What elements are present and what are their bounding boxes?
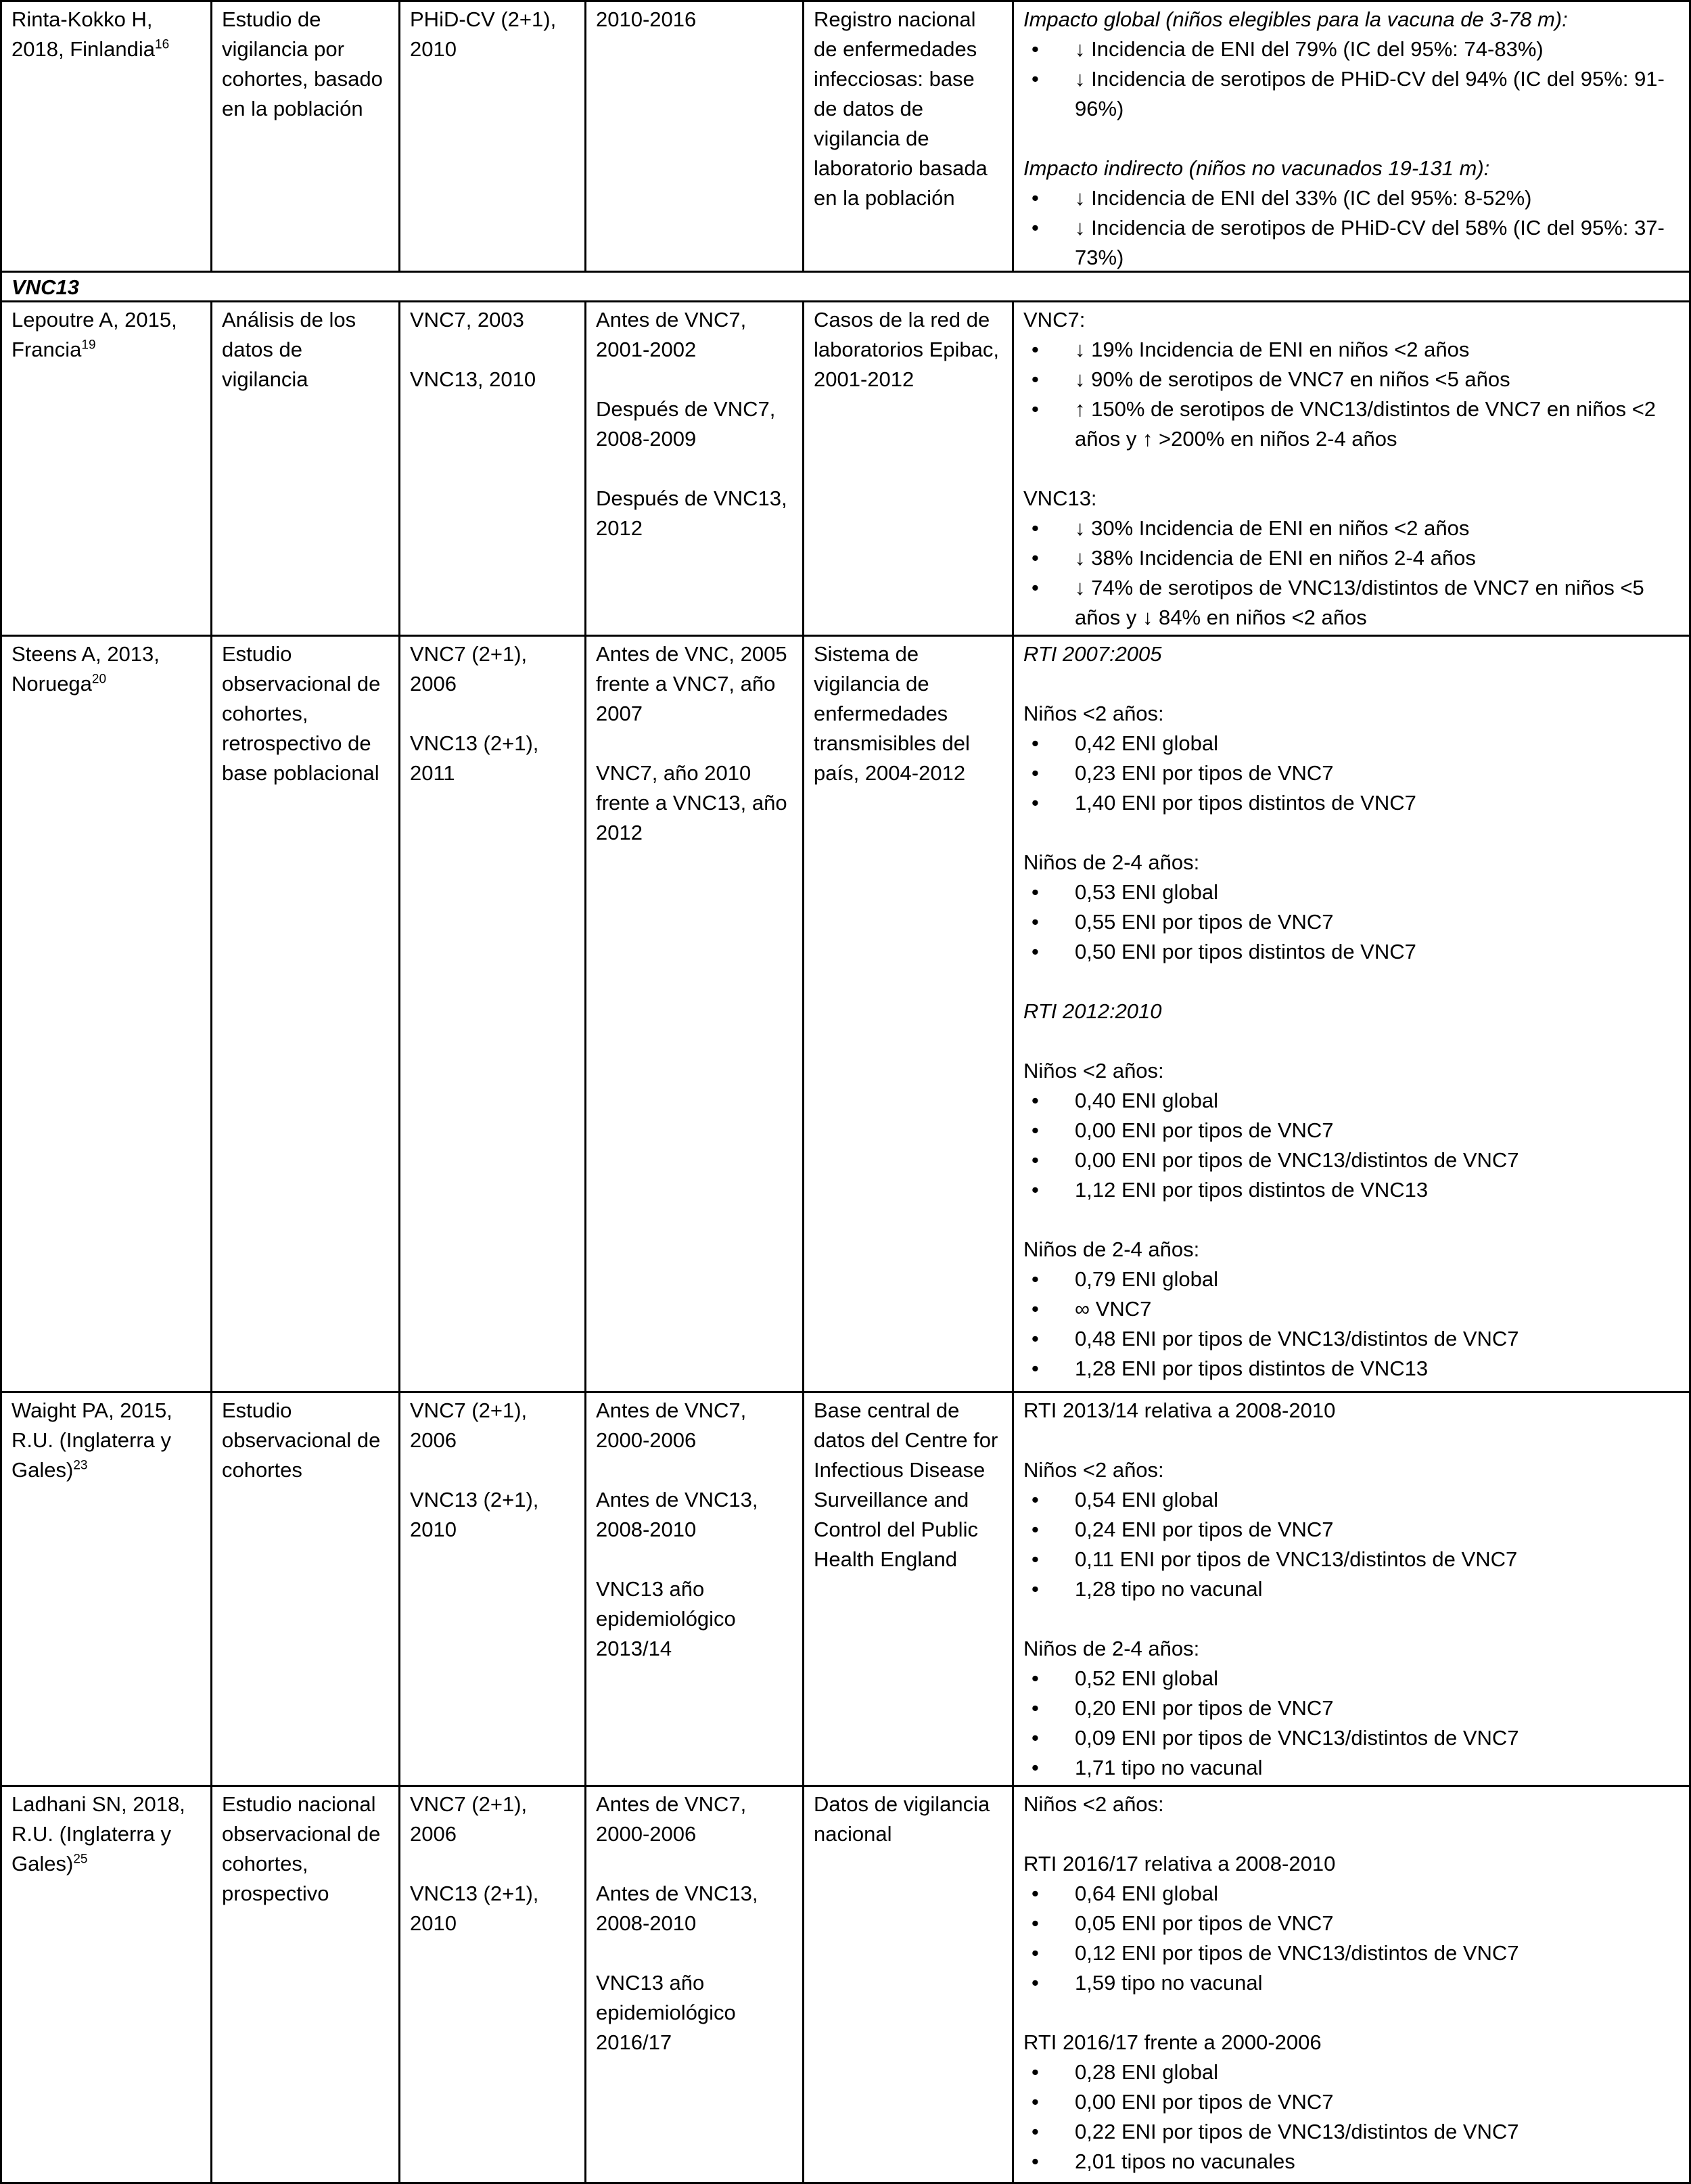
source-cell: Sistema de vigilancia de enfermedades transmisibles del país, 2004-2012 xyxy=(802,637,1012,1391)
list-item: • ↓ 90% de serotipos de VNC7 en niños <5 años xyxy=(1023,365,1680,394)
list-item: • ↓ Incidencia de serotipos de PHiD-CV del 58% (IC del 95%: 37-73%) xyxy=(1023,213,1680,271)
list-item: • 0,64 ENI global xyxy=(1023,1879,1680,1909)
list-item: • ↓ 19% Incidencia de ENI en niños <2 años xyxy=(1023,335,1680,365)
list-item: • 1,28 tipo no vacunal xyxy=(1023,1574,1680,1604)
list-item: • 0,11 ENI por tipos de VNC13/distintos de VNC7 xyxy=(1023,1545,1680,1574)
list-item: • 0,42 ENI global xyxy=(1023,729,1680,758)
list-item: • ↓ 38% Incidencia de ENI en niños 2-4 años xyxy=(1023,543,1680,573)
study-cell: Rinta-Kokko H, 2018, Finlandia$^{16}$ xyxy=(0,2,210,271)
vaccine-cell: PHiD-CV (2+1), 2010 xyxy=(398,2,584,271)
list-item: • 0,20 ENI por tipos de VNC7 xyxy=(1023,1693,1680,1723)
source-cell: Base central de datos del Centre for Infectious Disease Surveillance and Control del Public Health England xyxy=(802,1393,1012,1785)
table-row xyxy=(0,1391,1691,1785)
vaccine-cell: VNC7 (2+1), 2006 VNC13 (2+1), 2011 xyxy=(398,637,584,1391)
list-item: • 1,12 ENI por tipos distintos de VNC13 xyxy=(1023,1175,1680,1205)
period-cell: 2010-2016 xyxy=(584,2,802,271)
list-item: • 0,50 ENI por tipos distintos de VNC7 xyxy=(1023,937,1680,967)
list-item: • 0,22 ENI por tipos de VNC13/distintos de VNC7 xyxy=(1023,2117,1680,2147)
design-cell: Estudio nacional observacional de cohortes, prospectivo xyxy=(210,1787,398,2184)
list-item: • 0,28 ENI global xyxy=(1023,2057,1680,2087)
study-cell: Steens A, 2013, Noruega$^{20}$ xyxy=(0,637,210,1391)
table-row xyxy=(0,0,1691,271)
period-cell: Antes de VNC7, 2000-2006 Antes de VNC13, 2008-2010 VNC13 año epidemiológico 2016/17 xyxy=(584,1787,802,2184)
section-row xyxy=(0,271,1691,300)
list-item: • 0,24 ENI por tipos de VNC7 xyxy=(1023,1515,1680,1545)
list-item: • 0,05 ENI por tipos de VNC7 xyxy=(1023,1909,1680,1938)
table-row xyxy=(0,1785,1691,2184)
list-item: • 0,52 ENI global xyxy=(1023,1664,1680,1693)
list-item: • ↓ 74% de serotipos de VNC13/distintos de VNC7 en niños <5 años y ↓ 84% en niños <2 años xyxy=(1023,573,1680,633)
study-cell: Waight PA, 2015, R.U. (Inglaterra y Gales)$^{23}$ xyxy=(0,1393,210,1785)
design-cell: Estudio observacional de cohortes, retrospectivo de base poblacional xyxy=(210,637,398,1391)
list-item: • 1,71 tipo no vacunal xyxy=(1023,1753,1680,1783)
list-item: • 0,40 ENI global xyxy=(1023,1086,1680,1116)
list-item: • ↓ Incidencia de serotipos de PHiD-CV del 94% (IC del 95%: 91-96%) xyxy=(1023,64,1680,124)
results-cell: Impacto global (niños elegibles para la vacuna de 3-78 m): • ↓ Incidencia de ENI del 79% (IC del 95%: 74-83%) • ↓ Incidencia de serotipos de PHiD-CV del 94% (IC del 95%: 91-96%) Impacto indirecto (niños no vacunados 19-131 m): • ↓ Incidencia de ENI del 33% (IC del 95%: 8-52%) • ↓ Incidencia de serotipos de PHiD-CV del 58% (IC del 95%: 37-73%) xyxy=(1012,2,1691,271)
source-cell: Casos de la red de laboratorios Epibac, 2001-2012 xyxy=(802,302,1012,635)
vaccine-cell: VNC7, 2003 VNC13, 2010 xyxy=(398,302,584,635)
study-cell: Lepoutre A, 2015, Francia$^{19}$ xyxy=(0,302,210,635)
design-cell: Estudio de vigilancia por cohortes, basado en la población xyxy=(210,2,398,271)
list-item: • 0,79 ENI global xyxy=(1023,1265,1680,1294)
table-row xyxy=(0,300,1691,635)
list-item: • 1,28 ENI por tipos distintos de VNC13 xyxy=(1023,1354,1680,1384)
design-cell: Análisis de los datos de vigilancia xyxy=(210,302,398,635)
study-cell: Ladhani SN, 2018, R.U. (Inglaterra y Gales)$^{25}$ xyxy=(0,1787,210,2184)
results-cell: VNC7: • ↓ 19% Incidencia de ENI en niños <2 años • ↓ 90% de serotipos de VNC7 en niños <5 años • ↑ 150% de serotipos de VNC13/distintos de VNC7 en niños <2 años y ↑ >200% en niños 2-4 años VNC13: • ↓ 30% Incidencia de ENI en niños <2 años • ↓ 38% Incidencia de ENI en niños 2-4 años • ↓ 74% de serotipos de VNC13/distintos de VNC7 en niños <5 años y ↓ 84% en niños <2 años xyxy=(1012,302,1691,635)
source-cell: Registro nacional de enfermedades infecciosas: base de datos de vigilancia de laboratorio basada en la población xyxy=(802,2,1012,271)
list-item: • 1,59 tipo no vacunal xyxy=(1023,1968,1680,1998)
list-item: • 0,55 ENI por tipos de VNC7 xyxy=(1023,907,1680,937)
design-cell: Estudio observacional de cohortes xyxy=(210,1393,398,1785)
list-item: • 0,00 ENI por tipos de VNC13/distintos de VNC7 xyxy=(1023,1145,1680,1175)
results-cell: Niños <2 años: RTI 2016/17 relativa a 2008-2010 • 0,64 ENI global • 0,05 ENI por tipos de VNC7 • 0,12 ENI por tipos de VNC13/distintos de VNC7 • 1,59 tipo no vacunal RTI 2016/17 frente a 2000-2006 • 0,28 ENI global • 0,00 ENI por tipos de VNC7 • 0,22 ENI por tipos de VNC13/distintos de VNC7 • 2,01 tipos no vacunales xyxy=(1012,1787,1691,2184)
source-cell: Datos de vigilancia nacional xyxy=(802,1787,1012,2184)
list-item: • ∞ VNC7 xyxy=(1023,1294,1680,1324)
list-item: • ↑ 150% de serotipos de VNC13/distintos de VNC7 en niños <2 años y ↑ >200% en niños 2-4 años xyxy=(1023,394,1680,454)
period-cell: Antes de VNC7, 2001-2002 Después de VNC7, 2008-2009 Después de VNC13, 2012 xyxy=(584,302,802,635)
list-item: • 0,12 ENI por tipos de VNC13/distintos de VNC7 xyxy=(1023,1938,1680,1968)
list-item: • ↓ 30% Incidencia de ENI en niños <2 años xyxy=(1023,514,1680,543)
list-item: • 0,23 ENI por tipos de VNC7 xyxy=(1023,758,1680,788)
vaccine-cell: VNC7 (2+1), 2006 VNC13 (2+1), 2010 xyxy=(398,1393,584,1785)
section-label: VNC13 xyxy=(0,273,1691,300)
list-item: • 1,40 ENI por tipos distintos de VNC7 xyxy=(1023,788,1680,818)
list-item: • 2,01 tipos no vacunales xyxy=(1023,2147,1680,2177)
list-item: • ↓ Incidencia de ENI del 33% (IC del 95%: 8-52%) xyxy=(1023,183,1680,213)
results-cell: RTI 2013/14 relativa a 2008-2010 Niños <2 años: • 0,54 ENI global • 0,24 ENI por tipos de VNC7 • 0,11 ENI por tipos de VNC13/distintos de VNC7 • 1,28 tipo no vacunal Niños de 2-4 años: • 0,52 ENI global • 0,20 ENI por tipos de VNC7 • 0,09 ENI por tipos de VNC13/distintos de VNC7 • 1,71 tipo no vacunal xyxy=(1012,1393,1691,1785)
list-item: • 0,48 ENI por tipos de VNC13/distintos de VNC7 xyxy=(1023,1324,1680,1354)
list-item: • 0,00 ENI por tipos de VNC7 xyxy=(1023,2087,1680,2117)
vaccine-cell: VNC7 (2+1), 2006 VNC13 (2+1), 2010 xyxy=(398,1787,584,2184)
table-row xyxy=(0,635,1691,1391)
list-item: • ↓ Incidencia de ENI del 79% (IC del 95%: 74-83%) xyxy=(1023,35,1680,64)
list-item: • 0,09 ENI por tipos de VNC13/distintos de VNC7 xyxy=(1023,1723,1680,1753)
list-item: • 0,00 ENI por tipos de VNC7 xyxy=(1023,1116,1680,1145)
list-item: • 0,54 ENI global xyxy=(1023,1485,1680,1515)
period-cell: Antes de VNC7, 2000-2006 Antes de VNC13, 2008-2010 VNC13 año epidemiológico 2013/14 xyxy=(584,1393,802,1785)
results-cell: RTI 2007:2005 Niños <2 años: • 0,42 ENI global • 0,23 ENI por tipos de VNC7 • 1,40 ENI por tipos distintos de VNC7 Niños de 2-4 años: • 0,53 ENI global • 0,55 ENI por tipos de VNC7 • 0,50 ENI por tipos distintos de VNC7 RTI 2012:2010 Niños <2 años: • 0,40 ENI global • 0,00 ENI por tipos de VNC7 • 0,00 ENI por tipos de VNC13/distintos de VNC7 • 1,12 ENI por tipos distintos de VNC13 Niños de 2-4 años: • 0,79 ENI global • ∞ VNC7 • 0,48 ENI por tipos de VNC13/distintos de VNC7 • 1,28 ENI por tipos distintos de VNC13 xyxy=(1012,637,1691,1391)
period-cell: Antes de VNC, 2005 frente a VNC7, año 2007 VNC7, año 2010 frente a VNC13, año 2012 xyxy=(584,637,802,1391)
list-item: • 0,53 ENI global xyxy=(1023,878,1680,907)
